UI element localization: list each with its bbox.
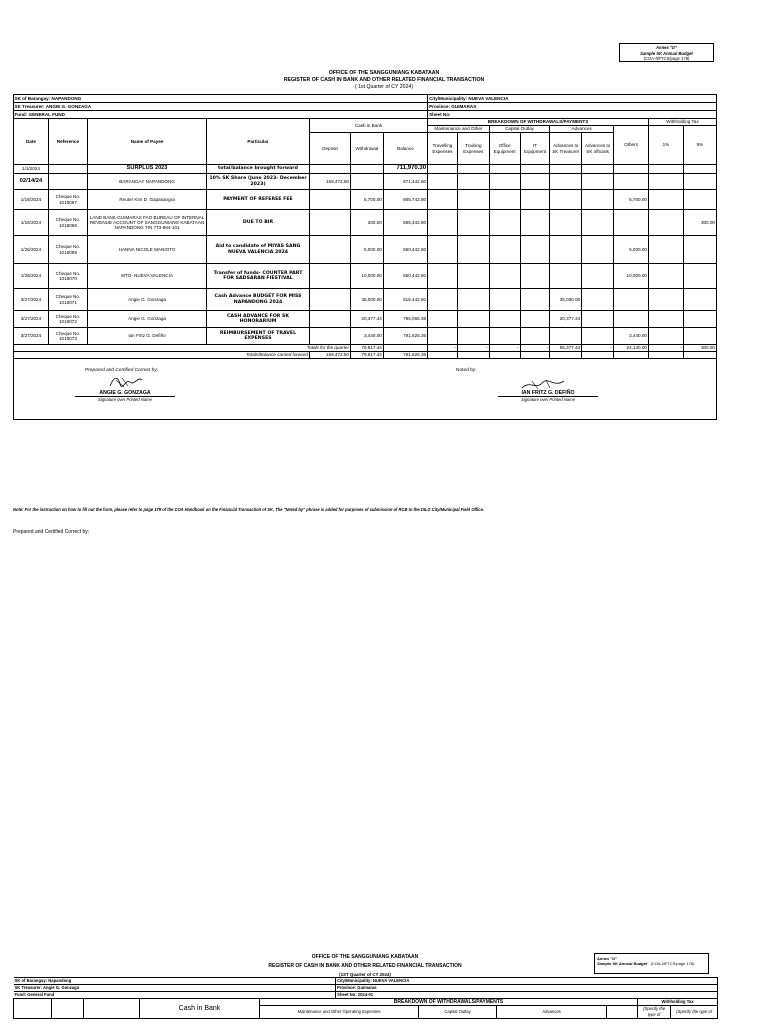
cell-adv-treasurer [550,328,582,345]
cell-withdrawal: 20,377.44 [350,311,383,328]
cell-particular: total/balance brought forward [207,165,310,174]
register-title: REGISTER OF CASH IN BANK AND OTHER RELATED FINANCIAL TRANSACTION [283,77,485,83]
bottom-breakdown: BREAKDOWN OF WITHDRAWALS/PAYMENTS [260,999,638,1006]
table-row [14,236,717,264]
bottom-annex-ref: (COA-NFTCS/page 178) [650,961,695,966]
bottom-mooe: Maintenance and Other Operating Expenses [260,1006,419,1019]
prepared-signature [75,390,175,402]
cell-others: 5,700.00 [614,190,649,210]
cell-date: 1/25/2024 [14,236,49,264]
cell-deposit [309,264,350,289]
col-breakdown: BREAKDOWN OF WITHDRAWALS/PAYMENTS [428,119,649,126]
cell-five [683,289,716,311]
col-training: Training Expenses [457,133,489,165]
cell-five [683,190,716,210]
bottom-specify-1: (Specify the type of [638,1006,671,1019]
col-cash-in-bank: Cash in Bank [309,119,427,133]
cell-others: 3,440.00 [614,328,649,345]
cell-others [614,174,649,190]
cell-withdrawal: 3,440.00 [350,328,383,345]
cell-balance: 860,442.80 [383,236,427,264]
table-row [14,311,717,328]
col-mooe: Maintenance and Other [428,126,490,133]
province-info: Province: GUIMARAS [428,103,717,111]
cell-ref: Cheque No. 1018070 [48,264,87,289]
cell-particular: 10% SK Share (June 2023- December 2023) [207,174,310,190]
cell-withdrawal [350,174,383,190]
cell-payee: HANNA NICOLE MANIOTO [87,236,206,264]
annex-box [619,43,714,62]
prepared-caption: Signature over Printed Name [75,396,175,402]
col-reference: Reference [48,119,87,165]
cell-particular: REIMBURSEMENT OF TRAVEL EXPENSES [207,328,310,345]
cell-withdrawal [350,165,383,174]
col-particular: Particular [207,119,310,165]
cell-deposit [309,210,350,236]
totals-quarter-five: 300.00 [683,345,716,352]
cell-date: 1/25/2024 [14,264,49,289]
totals-quarter-withdrawal: 79,817.44 [350,345,383,352]
cell-balance: 795,065.36 [383,311,427,328]
table-row [14,328,717,345]
col-it-eq: IT Equipment [520,133,550,165]
cell-payee: Reuter Kim D. Gapasangra [87,190,206,210]
bottom-annex-sub: Sample SK Annual Budget [597,961,648,966]
prepared-label-repeat: Prepared and Certified Correct by: [13,529,90,535]
register-table [13,94,717,359]
city-info: City/Municipality: NUEVA VALENCIA [428,95,717,103]
fund-info: Fund: GENERAL FUND [14,111,428,119]
cell-adv-treasurer [550,236,582,264]
noted-name: IAN FRITZ G. DEFIÑO [521,390,575,396]
cell-ref: Cheque No. 1018072 [48,311,87,328]
cell-payee: LAND BANK-GUIMARAS FAO BUREAU OF INTERNAL REVENUE ACCOUNT OF SANGGUNIANG KABATAAN NAPANDONG TIN 773-864-101 [87,210,206,236]
cell-balance: 865,442.80 [383,210,427,236]
totals-carried-withdrawal: 79,817.44 [350,352,383,359]
bottom-city-info: City/Municipality: NUEVA VALENCIA [336,978,718,985]
cell-others [614,289,649,311]
annex-subtitle: Sample SK Annual Budget [640,50,693,56]
cell-balance: 871,442.80 [383,174,427,190]
office-title: OFFICE OF THE SANGGUNIANG KABATAAN [328,70,440,76]
totals-quarter-row [14,345,717,352]
cell-payee: MTO- NUEVA VALENCIA [87,264,206,289]
totals-quarter-adv-treasurer: 55,377.44 [550,345,582,352]
col-date: Date [14,119,49,165]
barangay-info: SK of Barangay: NAPANDONG [14,95,428,103]
col-five-pct: 5% [683,126,716,165]
table-row [14,210,717,236]
annex-ref: (COA-NFTCS/page 178) [643,56,690,61]
cell-ref: Cheque No. 1018068 [48,210,87,236]
col-withdrawal: Withdrawal [350,133,383,165]
cell-ref [48,165,87,174]
period-title: ( 1st Quarter of CY 2024) [354,84,414,90]
cell-balance: 850,442.80 [383,264,427,289]
cell-withdrawal: 35,000.00 [350,289,383,311]
cell-date: 1/16/2024 [14,210,49,236]
bottom-withholding: Withholding Tax [638,999,718,1006]
cell-deposit [309,311,350,328]
cell-date: 3/27/2024 [14,328,49,345]
cell-adv-treasurer [550,190,582,210]
table-row [14,264,717,289]
cell-deposit [309,289,350,311]
col-balance: Balance [383,133,427,165]
cell-deposit [309,190,350,210]
cell-date: 3/27/2024 [14,289,49,311]
bottom-barangay-info: SK of Barangay: Napandong [14,978,336,985]
cell-particular: Cash Advance BUDGET FOR MISS NAPANDONG 2024 [207,289,310,311]
cell-ref [48,174,87,190]
col-adv-officials: Advances to SK officials [582,133,614,165]
cell-adv-treasurer: 20,377.44 [550,311,582,328]
treasurer-info: SK Treasurer: ANGIE G. GONZAGA [14,103,428,111]
cell-payee: Ian Fritz G. Defiño [87,328,206,345]
prepared-name: ANGIE G. GONZAGA [99,390,151,396]
totals-carried-balance: 791,625.36 [383,352,427,359]
bottom-fund-info: Fund: General Fund [14,992,336,999]
cell-withdrawal: 5,700.00 [350,190,383,210]
cell-balance: 711,970.30 [383,165,427,174]
cell-particular: CASH ADVANCE FOR SK HONORARIUM [207,311,310,328]
cell-balance: 815,442.80 [383,289,427,311]
cell-ref: Cheque No. 1018073 [48,328,87,345]
bottom-treasurer-info: SK Treasurer: Angie G. Gonzaga [14,985,336,992]
instruction-note: Note: For the instruction on how to fill out the form, please refer to page 179 of the COA Handbook on the Financial Transaction of SK. The "Noted by" phrase is added for purposes of submission of RCB to the DILG City/Municipal Field Office. [13,507,484,512]
cell-deposit [309,328,350,345]
bottom-register-table [13,977,718,1019]
col-adv-treasurer: Advances to SK Treasurer [550,133,582,165]
cell-five [683,174,716,190]
totals-carried-label: Totals/Balance carried forward [14,352,310,359]
cell-date: 3/27/2024 [14,311,49,328]
bottom-province-info: Province: Guimaras [336,985,718,992]
col-withholding: Withholding Tax [648,119,716,126]
table-row [14,190,717,210]
dash: - [648,345,683,352]
totals-quarter-label: Totals for the quarter [14,345,351,352]
cell-payee: SURPLUS 2023 [87,165,206,174]
cell-adv-treasurer [550,165,582,174]
cell-withdrawal: 5,000.00 [350,236,383,264]
prepared-label: Prepared and Certified Correct by: [85,368,159,373]
cell-date: 02/14/24 [14,174,49,190]
dash: - [582,345,614,352]
col-others: Others [614,126,649,165]
cell-ref: Cheque No. 1018071 [48,289,87,311]
col-capital: Capital Outlay [489,126,550,133]
cell-adv-treasurer [550,264,582,289]
cell-date: 1/16/2024 [14,190,49,210]
cell-date: 1/1/2024 [14,165,49,174]
cell-five [683,165,716,174]
cell-others: 10,000.00 [614,264,649,289]
col-payee: Name of Payee [87,119,206,165]
cell-five [683,264,716,289]
totals-carried-deposit: 159,472.50 [309,352,350,359]
cell-withdrawal: 10,000.00 [350,264,383,289]
cell-payee: Angie G. Gonzaga [87,289,206,311]
totals-quarter-others: 24,140.00 [614,345,649,352]
cell-deposit [309,236,350,264]
col-deposit: Deposit [309,133,350,165]
bottom-cash-in-bank: Cash in Bank [140,999,260,1019]
bottom-sheet-info: Sheet No: 2024-01 [336,992,718,999]
noted-label: Noted by: [456,368,477,373]
cell-payee: Angie G. Gonzaga [87,311,206,328]
cell-balance: 791,625.36 [383,328,427,345]
cell-particular: DUE TO BIR [207,210,310,236]
cell-particular: Transfer of funds- COUNTER PART FOR SADSARAN FIESTIVAL [207,264,310,289]
cell-adv-treasurer: 35,000.00 [550,289,582,311]
bottom-capital: Capital Outlay [419,1006,497,1019]
table-row [14,174,717,190]
cell-five [683,311,716,328]
cell-particular: Aid to candidate of MIYAS SANG NUEVA VALENCIA 2024 [207,236,310,264]
cell-payee: BARANGAY NAPANDONG [87,174,206,190]
cell-adv-treasurer [550,210,582,236]
bottom-specify-2: (Specify the type of [671,1006,718,1019]
dash: - [489,345,520,352]
cell-ref: Cheque No. 1018069 [48,236,87,264]
bottom-advances: Advances [497,1006,607,1019]
cell-particular: PAYMENT OF REFEREE FEE [207,190,310,210]
dash: - [457,345,489,352]
cell-deposit [309,165,350,174]
table-row [14,165,717,174]
col-advances: Advances [550,126,614,133]
cell-others [614,165,649,174]
sheet-info: Sheet No: [428,111,717,119]
annex-title: Annex "D" [656,45,677,50]
cell-adv-treasurer [550,174,582,190]
cell-five [683,328,716,345]
bottom-period-title: (1ST Quarter of CY 2024) [339,972,391,977]
bottom-office-title: OFFICE OF THE SANGGUNIANG KABATAAN [311,954,419,960]
bottom-register-title: REGISTER OF CASH IN BANK AND OTHER RELATED FINANCIAL TRANSACTION [268,963,462,969]
noted-signature [498,390,598,402]
cell-balance: 865,742.80 [383,190,427,210]
cell-deposit: 159,472.50 [309,174,350,190]
cell-others: 5,000.00 [614,236,649,264]
noted-caption: Signature over Printed Name [498,396,598,402]
col-travel: Travelling Expenses [428,133,458,165]
table-row [14,289,717,311]
dash: - [520,345,550,352]
cell-ref: Cheque No. 1018067 [48,190,87,210]
totals-carried-row [14,352,717,359]
col-one-pct: 1% [648,126,683,165]
signature-mark-gonzaga [108,374,144,390]
cell-five: 300.00 [683,210,716,236]
bottom-annex-title: Annex "D" [597,956,618,961]
cell-withdrawal: 300.00 [350,210,383,236]
cell-others [614,311,649,328]
cell-five [683,236,716,264]
cell-others [614,210,649,236]
col-office-eq: Office Equipment [489,133,520,165]
dash: - [428,345,458,352]
